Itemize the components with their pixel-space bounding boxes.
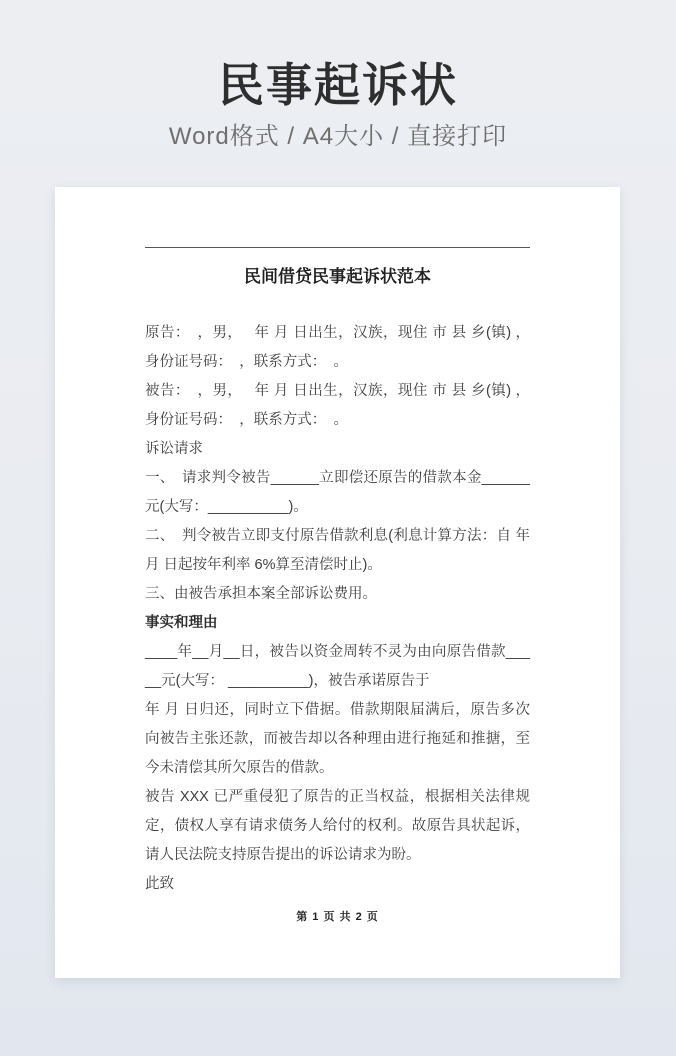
page-number-indicator: 第 1 页 共 2 页 <box>296 911 379 923</box>
document-divider <box>145 247 530 248</box>
paragraph-facts-heading: 事实和理由 <box>145 615 218 631</box>
paragraph-claim-3: 三、由被告承担本案全部诉讼费用。 <box>145 586 377 602</box>
paragraph-facts-1: ____年__月__日，被告以资金周转不灵为由向原告借款_____元(大写： __________)，被告承诺原告于 <box>145 644 530 689</box>
document-page <box>55 187 620 978</box>
paragraph-facts-3: 被告 XXX 已严重侵犯了原告的正当权益，根据相关法律规定，债权人享有请求债务人给付的权利。故原告具状起诉，请人民法院支持原告提出的诉讼请求为盼。 <box>145 789 530 863</box>
document-body <box>145 319 530 899</box>
paragraph-plaintiff: 原告： ，男， 年 月 日出生，汉族，现住 市 县 乡(镇) ，身份证号码： ，联系方式： 。 <box>145 325 530 370</box>
paragraph-claim-1: 一、 请求判令被告______立即偿还原告的借款本金______元(大写：__________)。 <box>145 470 530 515</box>
paragraph-defendant: 被告： ，男， 年 月 日出生，汉族，现住 市 县 乡(镇) ，身份证号码： ，联系方式： 。 <box>145 383 530 428</box>
document-title: 民间借贷民事起诉状范本 <box>244 267 431 286</box>
page-title: 民事起诉状 <box>218 59 458 111</box>
paragraph-salutation: 此致 <box>145 876 174 892</box>
page-header <box>0 0 676 152</box>
paragraph-facts-2: 年 月 日归还，同时立下借据。借款期限届满后，原告多次向被告主张还款，而被告却以各种理由进行拖延和推搪，至今未清偿其所欠原告的借款。 <box>145 702 530 776</box>
paragraph-claims-heading: 诉讼请求 <box>145 441 203 457</box>
paragraph-claim-2: 二、 判令被告立即支付原告借款利息(利息计算方法：自 年 月 日起按年利率 6%算至清偿时止)。 <box>145 528 530 573</box>
page-subtitle: Word格式 / A4大小 / 直接打印 <box>168 123 508 150</box>
